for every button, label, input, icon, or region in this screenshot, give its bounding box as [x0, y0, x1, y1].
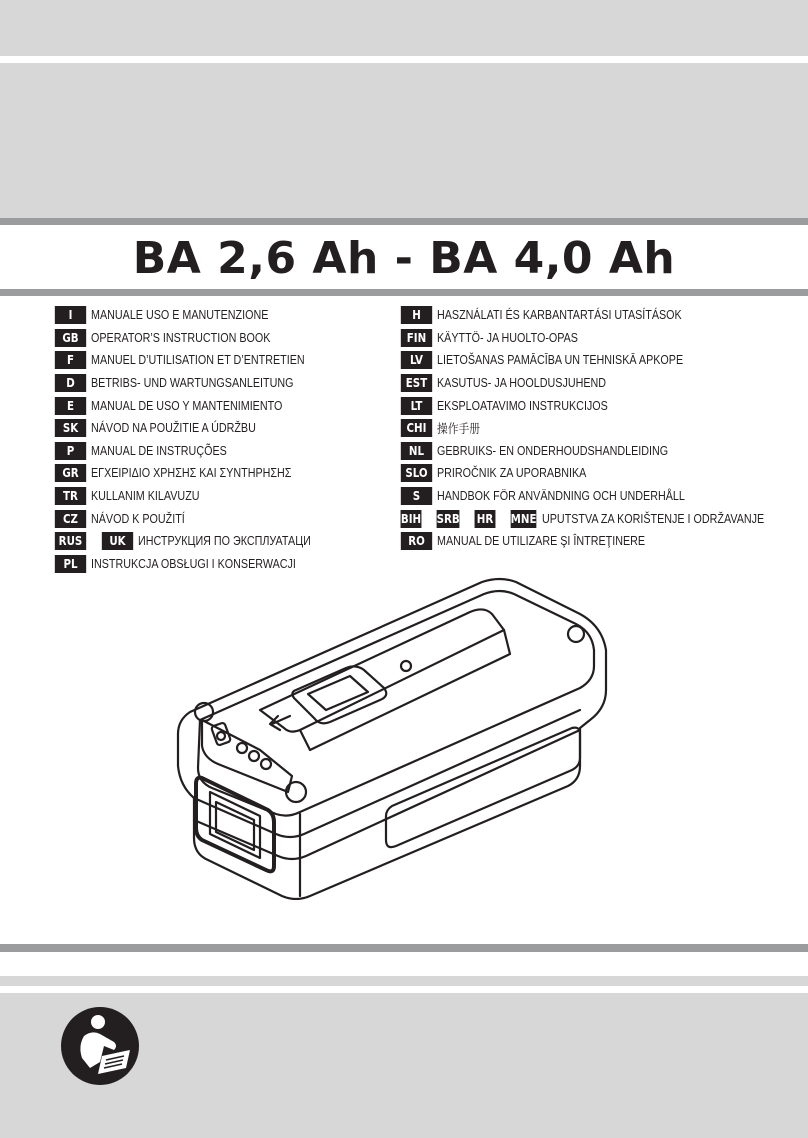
language-label: KÄYTTÖ- JA HUOLTO-OPAS [437, 330, 578, 345]
battery-pack-illustration [160, 570, 620, 900]
language-code-badge: S [401, 487, 432, 505]
language-code-badge: HR [475, 510, 496, 528]
language-label: UPUTSTVA ZA KORIŠTENJE I ODRŽAVANJE [541, 511, 764, 526]
language-list-left [54, 304, 384, 575]
language-code-badge: BIH [400, 511, 422, 526]
top-white-stripe [0, 56, 808, 63]
language-code-badge: FIN [401, 329, 432, 347]
language-label: MANUEL D’UTILISATION ET D’ENTRETIEN [91, 353, 305, 368]
language-code-badge: SLO [401, 464, 432, 482]
language-label: KASUTUS- JA HOOLDUSJUHEND [437, 376, 607, 391]
top-grey-panel [0, 63, 808, 218]
language-row [54, 304, 384, 327]
language-label: EKSPLOATAVIMO INSTRUKCIJOS [437, 398, 608, 413]
page-title: BA 2,6 Ah - BA 4,0 Ah [132, 233, 676, 284]
language-label: INSTRUKCJA OBSŁUGI I KONSERWACJI [91, 556, 296, 571]
language-row [400, 372, 800, 395]
top-dark-stripe [0, 218, 808, 225]
language-row [400, 462, 800, 485]
language-label: LIETOŠANAS PAMĀCĪBA UN TEHNISKĀ APKOPE [437, 353, 684, 368]
language-label: OPERATOR’S INSTRUCTION BOOK [91, 330, 271, 345]
top-grey-band [0, 0, 808, 56]
language-code-badge: GR [55, 464, 86, 482]
language-row [54, 349, 384, 372]
language-row [400, 507, 800, 530]
language-row [54, 417, 384, 440]
language-code-badge: CZ [55, 510, 86, 528]
language-label: ИНСТРУКЦИЯ ПО ЭКСПЛУАТАЦИ [138, 534, 311, 549]
language-label: HASZNÁLATI ÉS KARBANTARTÁSI UTASÍTÁSOK [437, 308, 682, 323]
language-row [54, 462, 384, 485]
read-manual-icon [60, 1006, 140, 1086]
language-row [400, 417, 800, 440]
language-label: GEBRUIKS- EN ONDERHOUDSHANDLEIDING [437, 443, 669, 458]
language-row [400, 394, 800, 417]
language-label: ΕΓΧΕΙΡΙΔΙΟ ΧΡΗΣΗΣ ΚΑΙ ΣΥΝΤΗΡΗΣΗΣ [91, 466, 292, 481]
language-row [400, 530, 800, 553]
language-row [54, 394, 384, 417]
bottom-dark-stripe [0, 944, 808, 952]
language-row [400, 327, 800, 350]
language-code-badge: P [55, 442, 86, 460]
language-row [400, 440, 800, 463]
language-list-right [400, 304, 800, 553]
language-code-badge: NL [401, 442, 432, 460]
bottom-light-stripe [0, 976, 808, 986]
language-code-badge: RUS [55, 532, 86, 550]
language-label: MANUAL DE UTILIZARE ŞI ÎNTREŢINERE [437, 534, 646, 549]
language-code-badge: SK [55, 419, 86, 437]
language-row [54, 485, 384, 508]
title-under-stripe [0, 289, 808, 296]
language-label: HANDBOK FÖR ANVÄNDNING OCH UNDERHÅLL [437, 489, 685, 504]
language-row [54, 327, 384, 350]
language-label: MANUAL DE INSTRUÇÕES [91, 443, 227, 458]
language-code-badge: F [55, 351, 86, 369]
language-row [54, 372, 384, 395]
language-code-badge: CHI [401, 419, 432, 437]
language-code-badge: MNE [511, 511, 537, 526]
language-row [54, 440, 384, 463]
language-code-badge: LV [401, 351, 432, 369]
language-row [54, 530, 384, 553]
language-code-badge: H [401, 306, 432, 324]
language-row [400, 485, 800, 508]
language-code-badge: LT [401, 397, 432, 415]
language-label: PRIROČNIK ZA UPORABNIKA [437, 466, 587, 481]
language-row [54, 507, 384, 530]
language-row [400, 304, 800, 327]
language-label: KULLANIM KILAVUZU [91, 489, 200, 504]
language-code-badge: TR [55, 487, 86, 505]
language-code-badge: UK [102, 532, 133, 550]
language-code-badge: E [55, 397, 86, 415]
language-label: BETRIBS- UND WARTUNGSANLEITUNG [91, 376, 294, 391]
language-code-badge: D [55, 374, 86, 392]
language-label: NÁVOD NA POUŽITIE A ÚDRŽBU [91, 421, 256, 436]
language-label: 操作手册 [437, 422, 481, 437]
language-label: NÁVOD K POUŽITÍ [91, 511, 185, 526]
language-row [400, 349, 800, 372]
language-label: MANUAL DE USO Y MANTENIMIENTO [91, 398, 283, 413]
language-code-badge: PL [55, 555, 86, 573]
language-code-badge: GB [55, 329, 86, 347]
language-code-badge: EST [401, 374, 432, 392]
language-code-badge: I [55, 306, 86, 324]
language-code-badge: SRB [436, 511, 460, 526]
language-label: MANUALE USO E MANUTENZIONE [91, 308, 269, 323]
language-code-badge: RO [401, 532, 432, 550]
